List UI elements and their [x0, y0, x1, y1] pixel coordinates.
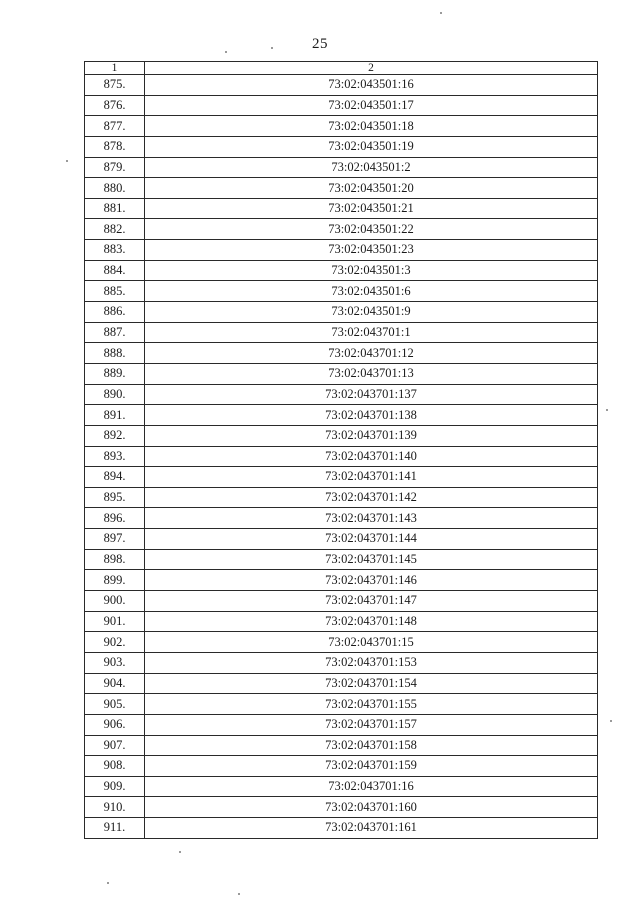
column-header-number: 1	[85, 62, 145, 75]
table-row	[85, 508, 598, 529]
row-number-cell: 885.	[85, 281, 145, 302]
cadastral-number-cell: 73:02:043501:18	[145, 116, 598, 137]
cadastral-number-cell: 73:02:043701:159	[145, 756, 598, 777]
cadastral-number-cell: 73:02:043701:1	[145, 322, 598, 343]
scan-speck	[610, 720, 612, 722]
table-row	[85, 116, 598, 137]
row-number-cell: 902.	[85, 632, 145, 653]
cadastral-number-cell: 73:02:043701:139	[145, 425, 598, 446]
scan-speck	[179, 851, 181, 853]
cadastral-number-cell: 73:02:043701:141	[145, 467, 598, 488]
table-row	[85, 302, 598, 323]
table-row	[85, 157, 598, 178]
cadastral-number-cell: 73:02:043701:15	[145, 632, 598, 653]
cadastral-number-cell: 73:02:043701:145	[145, 549, 598, 570]
cadastral-number-cell: 73:02:043501:21	[145, 198, 598, 219]
row-number-cell: 892.	[85, 425, 145, 446]
table-row	[85, 756, 598, 777]
cadastral-number-cell: 73:02:043501:22	[145, 219, 598, 240]
table-row	[85, 652, 598, 673]
table-row	[85, 178, 598, 199]
table-row	[85, 363, 598, 384]
row-number-cell: 903.	[85, 652, 145, 673]
table-row	[85, 570, 598, 591]
row-number-cell: 889.	[85, 363, 145, 384]
table-row	[85, 240, 598, 261]
page-number: 25	[312, 36, 328, 52]
scan-speck	[225, 51, 227, 53]
row-number-cell: 880.	[85, 178, 145, 199]
cadastral-number-cell: 73:02:043501:3	[145, 260, 598, 281]
table-row	[85, 529, 598, 550]
row-number-cell: 910.	[85, 797, 145, 818]
row-number-cell: 878.	[85, 136, 145, 157]
cadastral-number-cell: 73:02:043701:147	[145, 591, 598, 612]
cadastral-number-cell: 73:02:043501:19	[145, 136, 598, 157]
table-header-row	[85, 62, 598, 75]
cadastral-number-cell: 73:02:043701:148	[145, 611, 598, 632]
table-body	[85, 75, 598, 839]
table-row	[85, 818, 598, 839]
cadastral-number-cell: 73:02:043701:140	[145, 446, 598, 467]
cadastral-number-cell: 73:02:043701:143	[145, 508, 598, 529]
table-row	[85, 714, 598, 735]
row-number-cell: 904.	[85, 673, 145, 694]
row-number-cell: 881.	[85, 198, 145, 219]
row-number-cell: 901.	[85, 611, 145, 632]
cadastral-number-cell: 73:02:043701:155	[145, 694, 598, 715]
table-row	[85, 467, 598, 488]
table-row	[85, 343, 598, 364]
table-row	[85, 425, 598, 446]
cadastral-number-cell: 73:02:043501:6	[145, 281, 598, 302]
row-number-cell: 907.	[85, 735, 145, 756]
row-number-cell: 877.	[85, 116, 145, 137]
cadastral-number-cell: 73:02:043701:138	[145, 405, 598, 426]
table-row	[85, 632, 598, 653]
scan-speck	[440, 12, 442, 14]
cadastral-number-cell: 73:02:043501:20	[145, 178, 598, 199]
cadastral-number-cell: 73:02:043501:9	[145, 302, 598, 323]
cadastral-number-cell: 73:02:043701:161	[145, 818, 598, 839]
table-row	[85, 487, 598, 508]
cadastral-number-cell: 73:02:043501:17	[145, 95, 598, 116]
table-row	[85, 694, 598, 715]
table-row	[85, 591, 598, 612]
table-row	[85, 260, 598, 281]
cadastral-number-cell: 73:02:043701:158	[145, 735, 598, 756]
table-row	[85, 384, 598, 405]
table-row	[85, 735, 598, 756]
table-row	[85, 219, 598, 240]
row-number-cell: 906.	[85, 714, 145, 735]
table-row	[85, 95, 598, 116]
row-number-cell: 899.	[85, 570, 145, 591]
row-number-cell: 893.	[85, 446, 145, 467]
row-number-cell: 900.	[85, 591, 145, 612]
row-number-cell: 897.	[85, 529, 145, 550]
cadastral-number-cell: 73:02:043701:144	[145, 529, 598, 550]
cadastral-number-cell: 73:02:043701:157	[145, 714, 598, 735]
cadastral-number-cell: 73:02:043701:160	[145, 797, 598, 818]
cadastral-number-cell: 73:02:043501:23	[145, 240, 598, 261]
scan-speck	[271, 47, 273, 49]
row-number-cell: 888.	[85, 343, 145, 364]
row-number-cell: 908.	[85, 756, 145, 777]
cadastral-number-cell: 73:02:043701:153	[145, 652, 598, 673]
row-number-cell: 895.	[85, 487, 145, 508]
row-number-cell: 911.	[85, 818, 145, 839]
cadastral-number-cell: 73:02:043501:16	[145, 75, 598, 96]
row-number-cell: 883.	[85, 240, 145, 261]
row-number-cell: 898.	[85, 549, 145, 570]
table-row	[85, 405, 598, 426]
row-number-cell: 894.	[85, 467, 145, 488]
cadastral-number-cell: 73:02:043701:142	[145, 487, 598, 508]
cadastral-number-cell: 73:02:043701:16	[145, 776, 598, 797]
table-row	[85, 446, 598, 467]
cadastral-number-cell: 73:02:043701:154	[145, 673, 598, 694]
table-row	[85, 797, 598, 818]
row-number-cell: 879.	[85, 157, 145, 178]
scan-speck	[66, 160, 68, 162]
cadastral-number-cell: 73:02:043701:146	[145, 570, 598, 591]
row-number-cell: 896.	[85, 508, 145, 529]
row-number-cell: 875.	[85, 75, 145, 96]
cadastral-number-cell: 73:02:043701:12	[145, 343, 598, 364]
table-row	[85, 776, 598, 797]
table-row	[85, 322, 598, 343]
cadastral-number-cell: 73:02:043701:13	[145, 363, 598, 384]
row-number-cell: 909.	[85, 776, 145, 797]
table-row	[85, 75, 598, 96]
scan-speck	[606, 409, 608, 411]
scan-speck	[107, 882, 109, 884]
table-row	[85, 198, 598, 219]
table-row	[85, 673, 598, 694]
column-header-cadastral: 2	[145, 62, 598, 75]
row-number-cell: 887.	[85, 322, 145, 343]
cadastral-number-cell: 73:02:043501:2	[145, 157, 598, 178]
row-number-cell: 891.	[85, 405, 145, 426]
row-number-cell: 884.	[85, 260, 145, 281]
table-row	[85, 136, 598, 157]
cadastral-number-table	[84, 61, 598, 839]
row-number-cell: 890.	[85, 384, 145, 405]
row-number-cell: 886.	[85, 302, 145, 323]
table-row	[85, 281, 598, 302]
scan-speck	[238, 893, 240, 895]
row-number-cell: 905.	[85, 694, 145, 715]
table-row	[85, 549, 598, 570]
row-number-cell: 882.	[85, 219, 145, 240]
table-row	[85, 611, 598, 632]
row-number-cell: 876.	[85, 95, 145, 116]
cadastral-number-cell: 73:02:043701:137	[145, 384, 598, 405]
